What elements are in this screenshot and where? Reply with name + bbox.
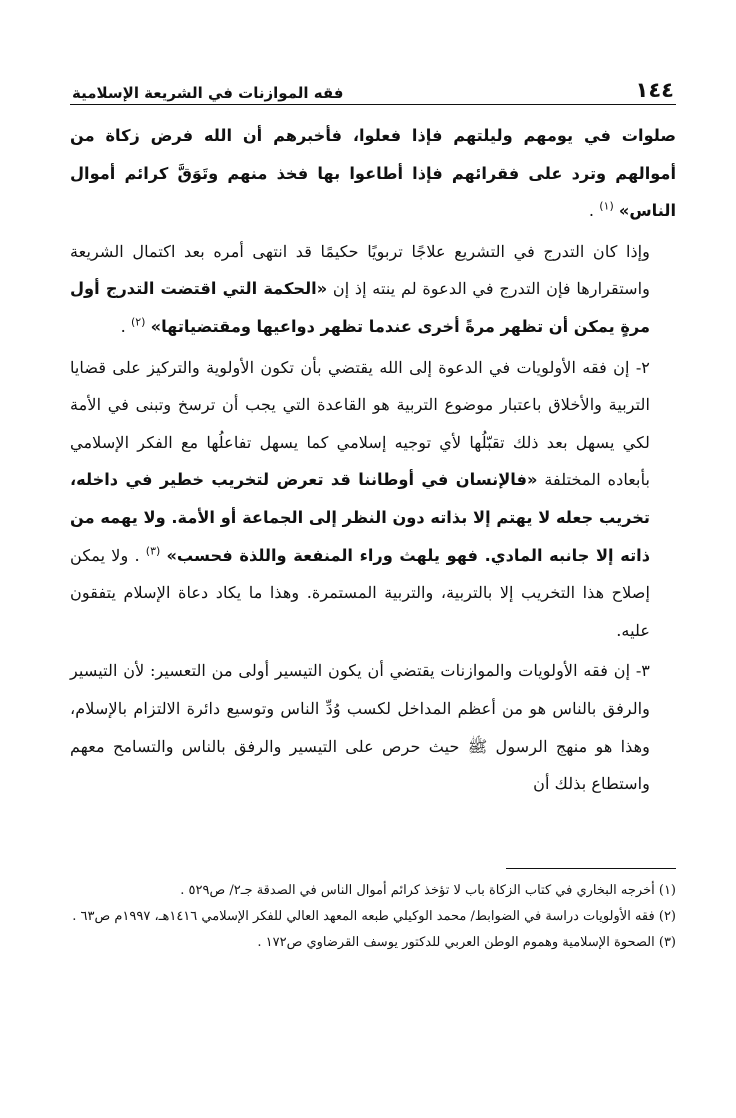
footnote-ref-2: (٢) [130,315,146,329]
quote-gradual-wisdom: «الحكمة التي اقتضت التدرج أول مرةٍ يمكن أن تظهر مرةً أخرى عندما تظهر دواعيها ومقتضياتها» [70,279,650,336]
footnote-ref-1: (١) [599,199,614,213]
footnote-3: (٣) الصحوة الإسلامية وهموم الوطن العربي للدكتور يوسف القرضاوي ص١٧٢ . [257,935,676,950]
paragraph-2-text: وإذا كان التدرج في التشريع علاجًا تربويًا حكيمًا قد انتهى أمره بعد اكتمال الشريعة واستقرارها فإن التدرج في الدعوة لم ينته إذ إن [70,241,650,299]
paragraph-2 [70,233,676,346]
paragraph-1 [70,117,676,230]
page-number: ١٤٤ [635,78,674,102]
footnote-divider [506,868,676,869]
page-header [70,70,676,105]
running-title: فقه الموازنات في الشريعة الإسلامية [72,84,344,102]
paragraph-2-end: . [120,316,126,336]
paragraph-4 [70,652,676,802]
paragraph-3-end: . ولا يمكن إصلاح هذا التخريب إلا بالتربية، والتربية المستمرة. وهذا ما يكاد دعاة الإسلام يتفقون عليه. [70,545,650,640]
footnote-1: (١) أخرجه البخاري في كتاب الزكاة باب لا تؤخذ كرائم أموال الناس في الصدقة جـ٢/ ص٥٢٩ . [180,883,676,898]
main-text [70,117,676,803]
footnote-2: (٢) فقه الأولويات دراسة في الضوابط/ محمد الوكيلي طبعه المعهد العالي للفكر الإسلامي ١٤١٦هـ، ١٩٩٧م ص٦٣ . [72,909,676,924]
hadith-quote: صلوات في يومهم وليلتهم فإذا فعلوا، فأخبرهم أن الله فرض زكاة من أموالهم وترد على فقرائهم فإذا أطاعوا بها فخذ منهم وتَوَقَّ كرائم أموال الناس» [70,126,676,221]
paragraph-3 [70,349,676,650]
footnotes [70,878,676,956]
paragraph-3-text: ٢- إن فقه الأولويات في الدعوة إلى الله يقتضي بأن تكون الأولوية والتركيز على قضايا التربية والأخلاق باعتبار موضوع التربية هو القاعدة التي يجب أن ترسخ وتبنى في الأمة لكي يسهل بعد ذلك تقبّلُها لأي توجيه إسلامي كما يسهل تفاعلُها مع الفكر الإسلامي بأبعاده المختلفة [70,357,651,490]
paragraph-1-end: . [588,201,595,221]
quote-human-destruction: «فالإنسان في أوطاننا قد تعرض لتخريب خطير في داخله، تخريب جعله لا يهتم إلا بذاته دون النظر إلى الجماعة أو الأمة. ولا يهمه من ذاته إلا جانبه المادي. فهو يلهث وراء المنفعة واللذة فحسب» [70,470,650,565]
footnote-ref-3: (٣) [145,544,161,558]
paragraph-4-text: ٣- إن فقه الأولويات والموازنات يقتضي أن يكون التيسير أولى من التعسير: لأن التيسير والرفق بالناس هو من أعظم المداخل لكسب وُدِّ الناس وتوسيع دائرة الالتزام بالإسلام، وهذا هو منهج الرسول ﷺ حيث حرص على التيسير والرفق بالناس والتسامح معهم واستطاع بذلك أن [70,661,650,794]
book-page [70,70,676,1070]
